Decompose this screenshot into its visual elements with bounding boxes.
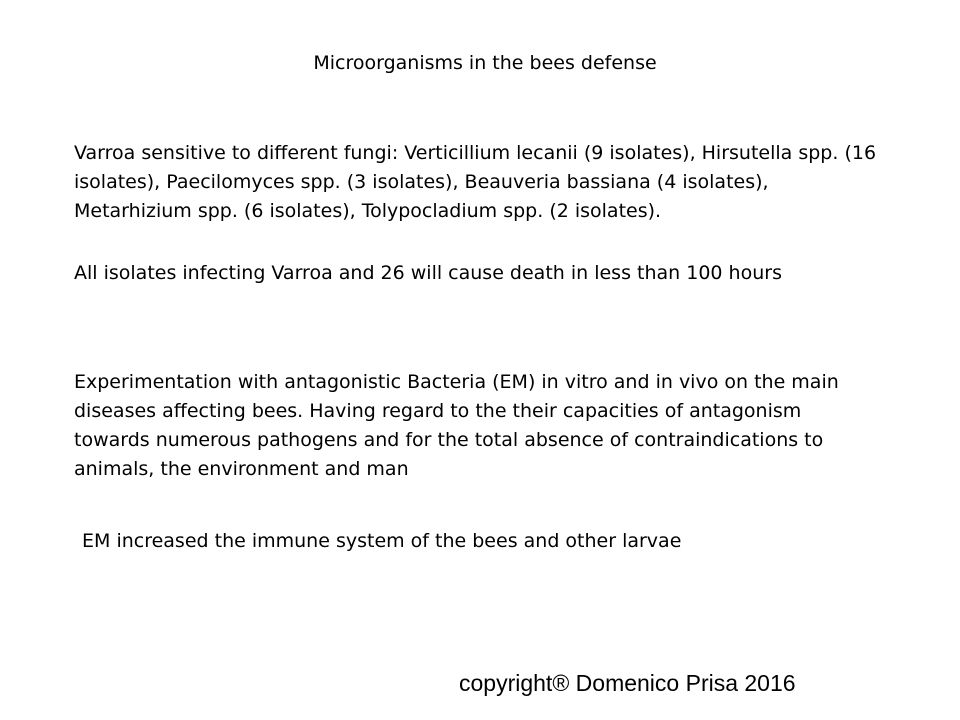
paragraph-line: diseases affecting bees. Having regard to the their capacities of antagonism [74,400,802,422]
paragraph-line: Experimentation with antagonistic Bacteria (EM) in vitro and in vivo on the main [74,371,839,393]
copyright-notice: copyright® Domenico Prisa 2016 [459,670,796,696]
paragraph-line: Metarhizium spp. (6 isolates), Tolypocladium spp. (2 isolates). [74,200,662,222]
paragraph-isolates [74,259,894,288]
paragraph-line: Varroa sensitive to different fungi: Verticillium lecanii (9 isolates), Hirsutella spp. (16 [74,142,877,164]
paragraph-bacteria [74,368,894,484]
paragraph-line: animals, the environment and man [74,458,409,480]
paragraph-line: towards numerous pathogens and for the total absence of contraindications to [74,429,824,451]
paragraph-fungi [74,139,894,226]
slide-title: Microorganisms in the bees defense [313,52,657,74]
paragraph-line: EM increased the immune system of the bees and other larvae [82,530,682,552]
paragraph-immune [82,527,902,556]
paragraph-line: isolates), Paecilomyces spp. (3 isolates), Beauveria bassiana (4 isolates), [74,171,769,193]
paragraph-line: All isolates infecting Varroa and 26 will cause death in less than 100 hours [74,262,782,284]
